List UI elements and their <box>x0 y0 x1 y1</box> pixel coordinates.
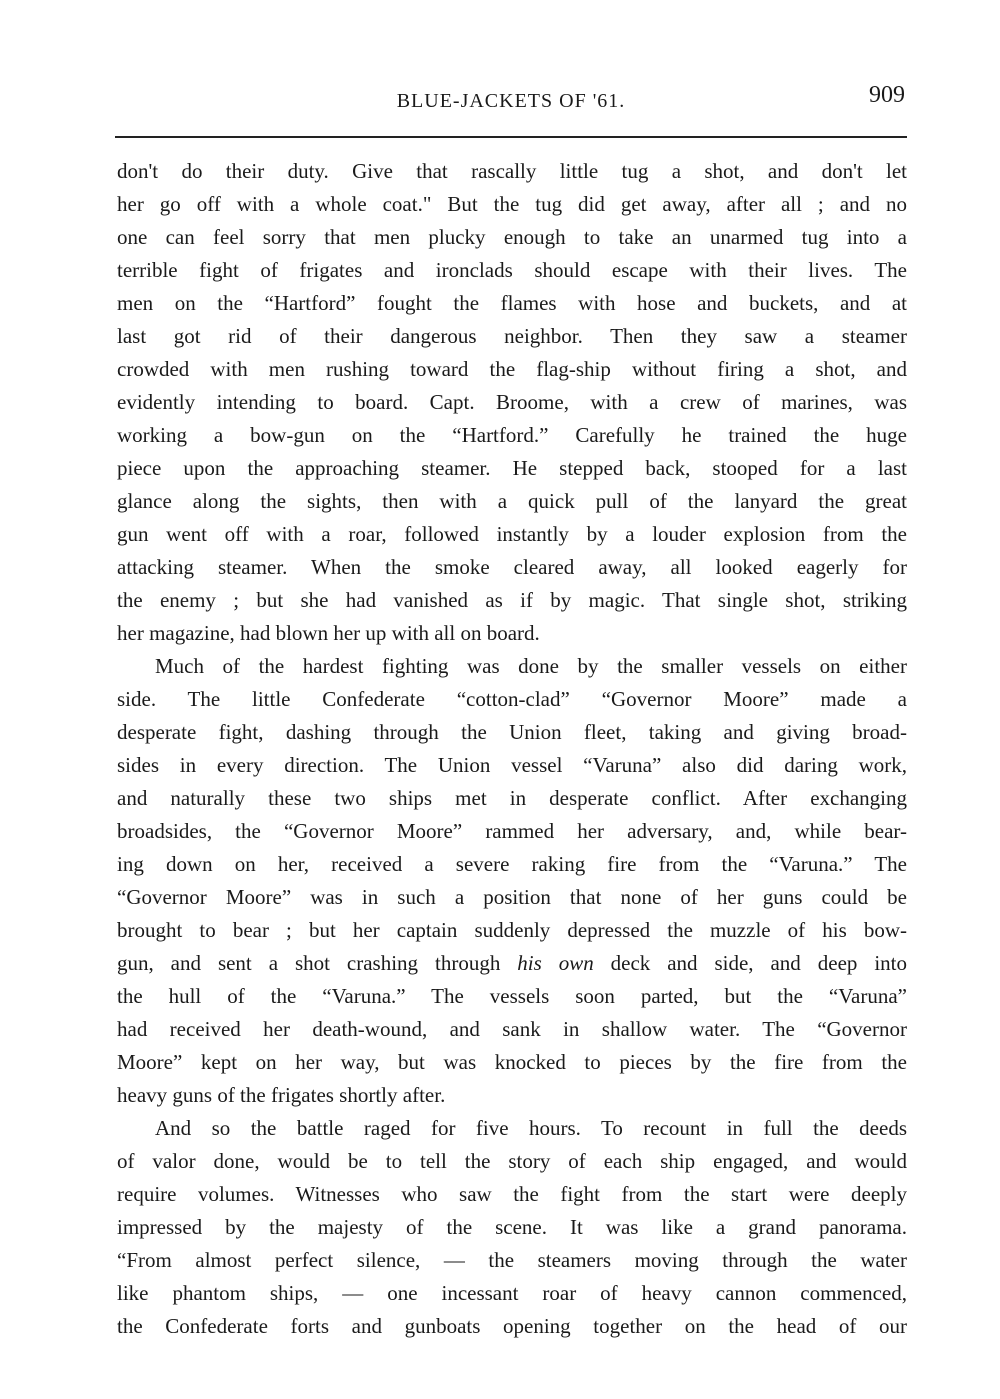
text-line: desperate fight, dashing through the Union fleet, taking and giving broad- <box>117 720 907 744</box>
paragraph <box>117 1112 907 1343</box>
text-line: impressed by the majesty of the scene. It was like a grand panorama. <box>117 1215 907 1239</box>
text-line: men on the “Hartford” fought the flames with hose and buckets, and at <box>117 291 907 315</box>
text-line: broadsides, the “Governor Moore” rammed her adversary, and, while bear- <box>117 819 907 843</box>
running-title: BLUE-JACKETS OF '61. <box>396 90 626 112</box>
text-line: crowded with men rushing toward the flag-ship without firing a shot, and <box>117 357 907 381</box>
text-line <box>117 947 907 980</box>
body-text <box>117 155 907 1343</box>
text-line: one can feel sorry that men plucky enough to take an unarmed tug into a <box>117 225 907 249</box>
text-line: require volumes. Witnesses who saw the fight from the start were deeply <box>117 1182 907 1206</box>
header-rule <box>115 136 907 138</box>
text-line: heavy guns of the frigates shortly after. <box>117 1083 446 1107</box>
text-line: ing down on her, received a severe raking fire from the “Varuna.” The <box>117 852 907 876</box>
text-line: side. The little Confederate “cotton-clad” “Governor Moore” made a <box>117 687 907 711</box>
text-line: like phantom ships, — one incessant roar of heavy cannon commenced, <box>117 1281 907 1305</box>
text-line: her magazine, had blown her up with all on board. <box>117 621 540 645</box>
page-number: 909 <box>869 82 905 108</box>
text-line: the enemy ; but she had vanished as if by magic. That single shot, striking <box>117 588 907 612</box>
text-line: had received her death-wound, and sank in shallow water. The “Governor <box>117 1017 907 1041</box>
text-line: don't do their duty. Give that rascally little tug a shot, and don't let <box>117 159 907 183</box>
text-line: last got rid of their dangerous neighbor. Then they saw a steamer <box>117 324 907 348</box>
text-line: working a bow-gun on the “Hartford.” Carefully he trained the huge <box>117 423 907 447</box>
text-line: Moore” kept on her way, but was knocked to pieces by the fire from the <box>117 1050 907 1074</box>
paragraph <box>117 650 907 1112</box>
italic-emphasis: his own <box>517 951 594 975</box>
text-line: her go off with a whole coat." But the tug did get away, after all ; and no <box>117 192 907 216</box>
text-run: gun, and sent a shot crashing through <box>117 951 518 975</box>
text-line: piece upon the approaching steamer. He stepped back, stooped for a last <box>117 456 907 480</box>
text-line: the hull of the “Varuna.” The vessels soon parted, but the “Varuna” <box>117 984 907 1008</box>
page-header <box>115 82 907 122</box>
text-line: gun went off with a roar, followed instantly by a louder explosion from the <box>117 522 907 546</box>
paragraph <box>117 155 907 650</box>
text-line: “From almost perfect silence, — the steamers moving through the water <box>117 1248 907 1272</box>
text-line: of valor done, would be to tell the story of each ship engaged, and would <box>117 1149 907 1173</box>
text-line: evidently intending to board. Capt. Broome, with a crew of marines, was <box>117 390 907 414</box>
text-line: and naturally these two ships met in desperate conflict. After exchanging <box>117 786 907 810</box>
text-run: deck and side, and deep into <box>593 951 907 975</box>
text-line: the Confederate forts and gunboats opening together on the head of our <box>117 1314 907 1338</box>
text-line: sides in every direction. The Union vessel “Varuna” also did daring work, <box>117 753 907 777</box>
text-line: And so the battle raged for five hours. To recount in full the deeds <box>155 1116 907 1140</box>
text-line: attacking steamer. When the smoke cleared away, all looked eagerly for <box>117 555 907 579</box>
text-line: “Governor Moore” was in such a position that none of her guns could be <box>117 885 907 909</box>
text-line: brought to bear ; but her captain suddenly depressed the muzzle of his bow- <box>117 918 907 942</box>
text-line: terrible fight of frigates and ironclads should escape with their lives. The <box>117 258 907 282</box>
text-line: glance along the sights, then with a quick pull of the lanyard the great <box>117 489 907 513</box>
text-line: Much of the hardest fighting was done by the smaller vessels on either <box>155 654 907 678</box>
